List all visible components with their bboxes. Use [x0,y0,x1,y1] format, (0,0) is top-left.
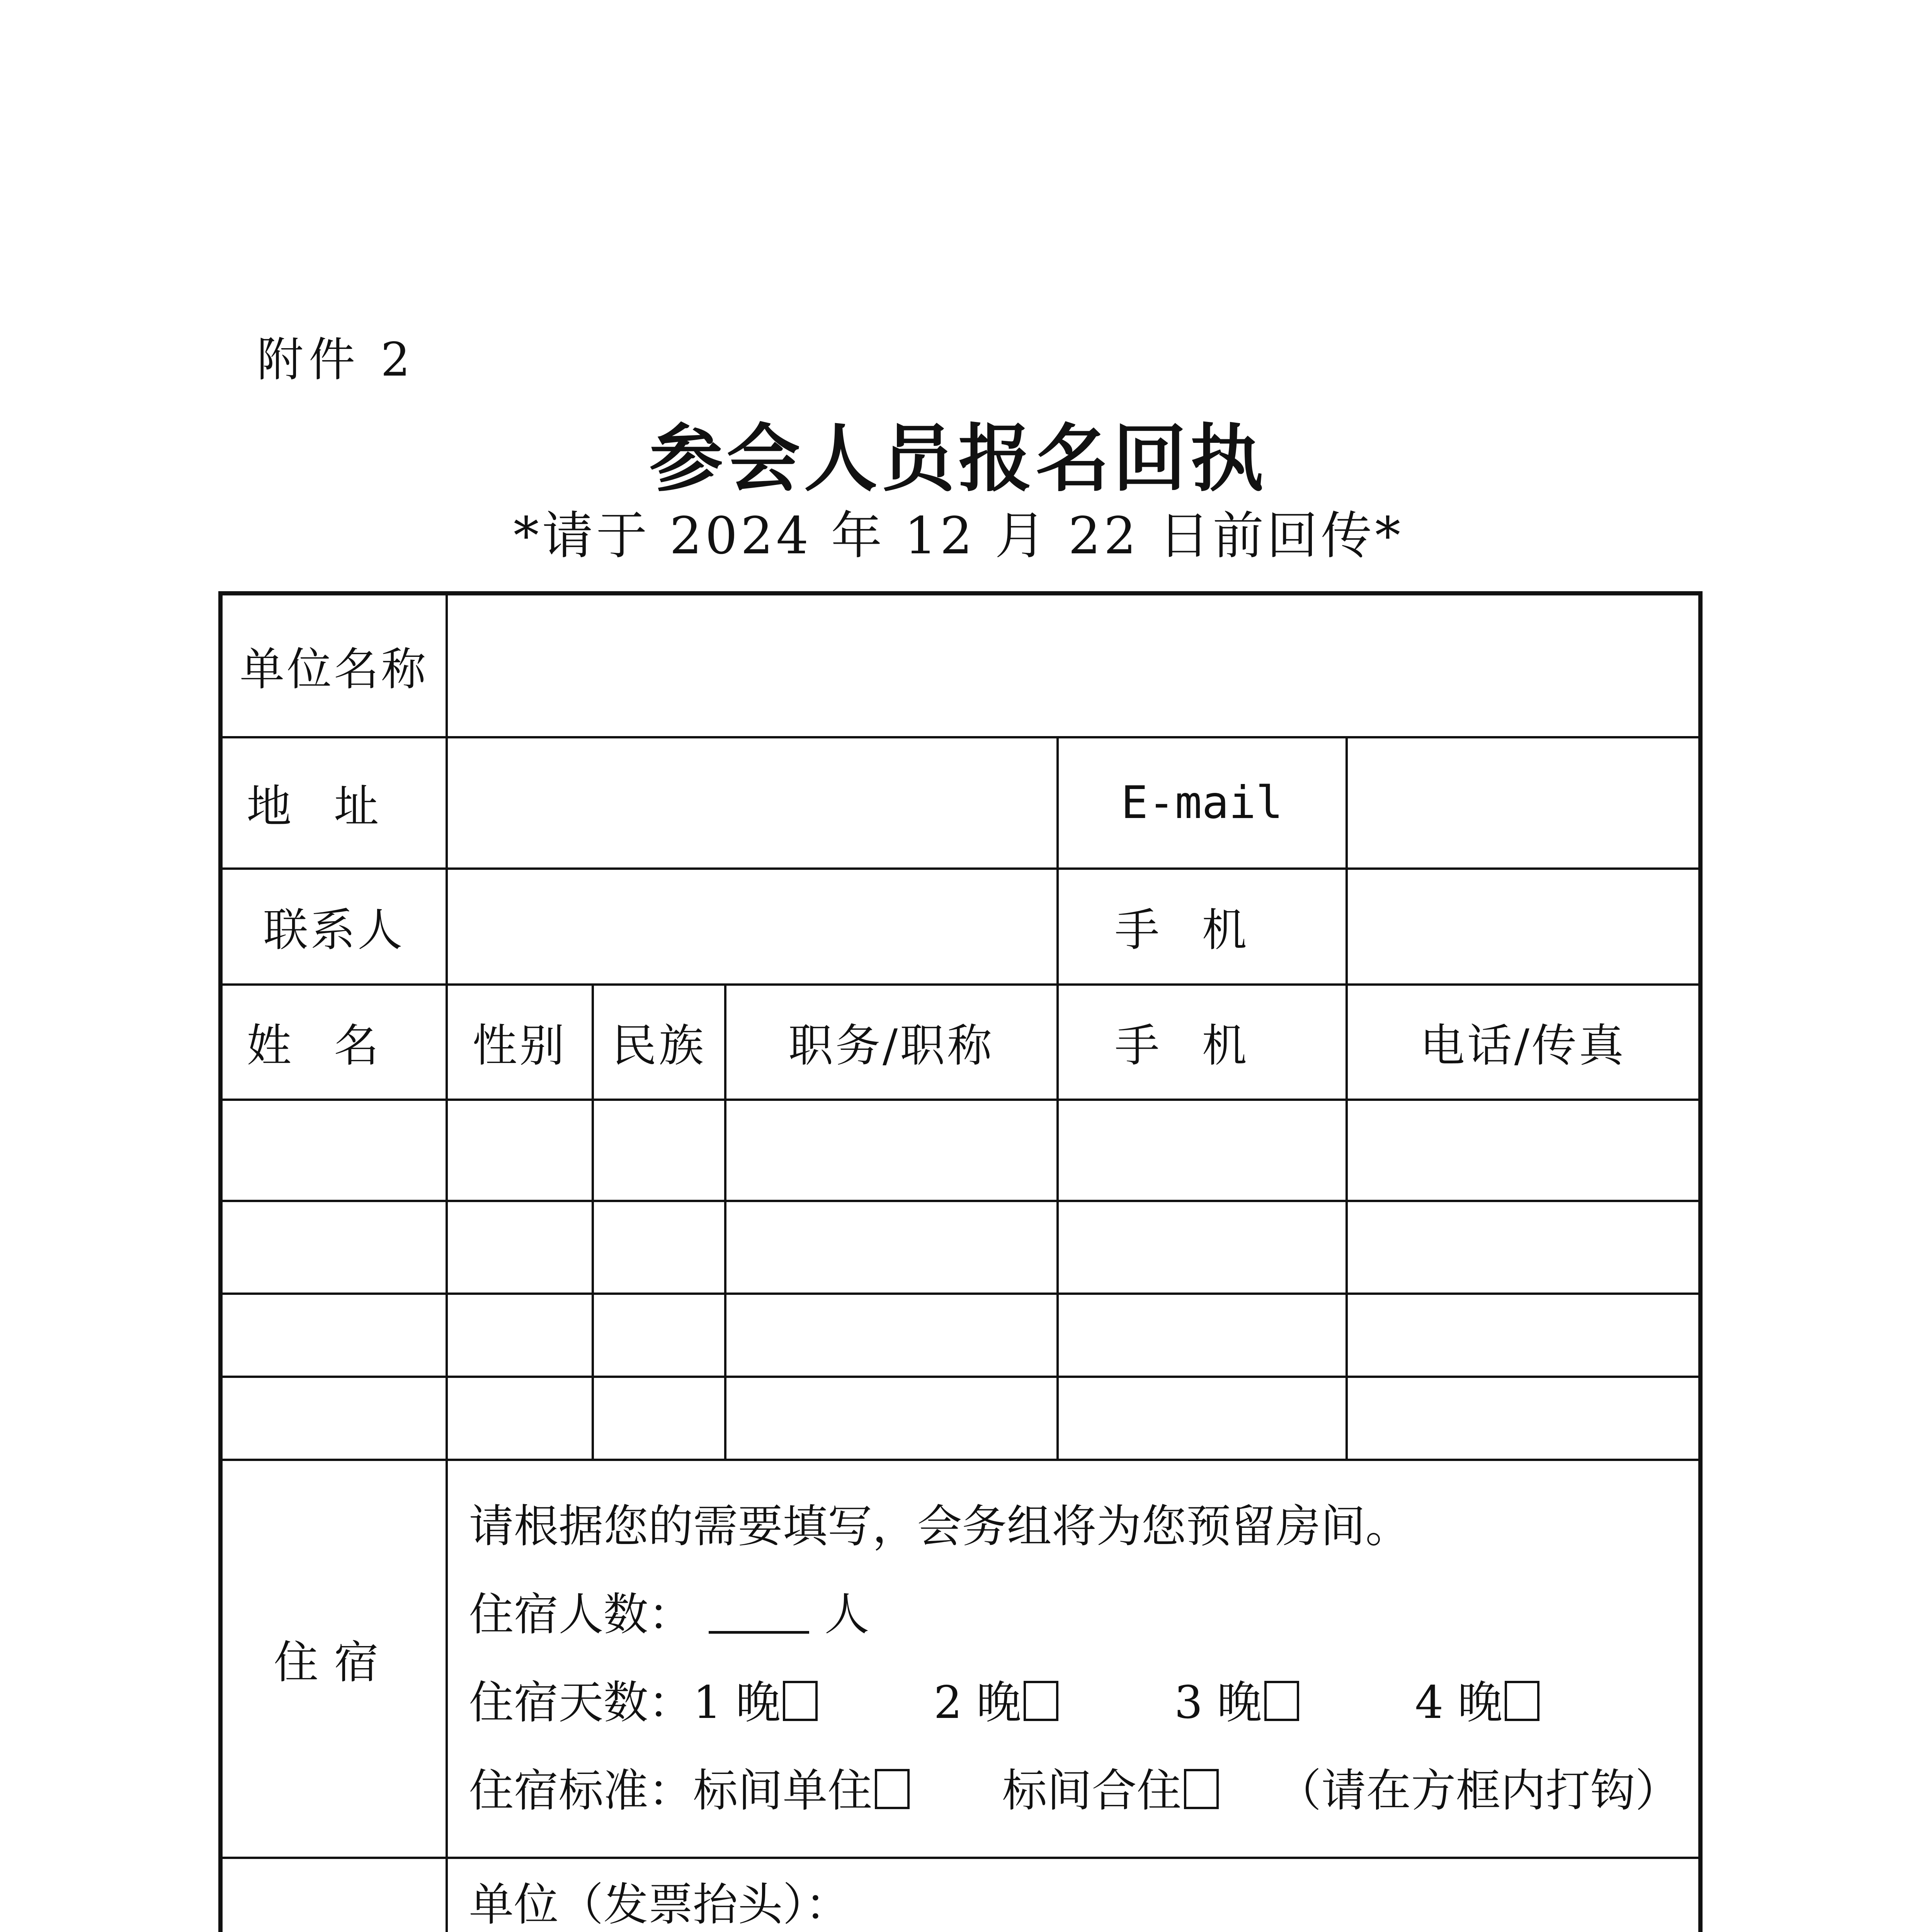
days-4-checkbox[interactable] [1505,1681,1539,1721]
email-label: E-mail [1058,737,1347,869]
attendee-cell[interactable] [1347,1201,1701,1294]
attendee-cell[interactable] [221,1377,447,1460]
address-label: 地址 [221,737,447,869]
attendee-cell[interactable] [1347,1100,1701,1201]
attendee-cell[interactable] [725,1201,1058,1294]
standard-single-checkbox[interactable] [875,1769,910,1809]
days-option-2: 2 晚 [934,1676,1021,1729]
accommodation-standard-line [469,1747,1699,1835]
standard-single-label: 标间单住 [693,1764,873,1817]
column-header-ethnicity: 民族 [593,985,725,1100]
registration-form-table [218,591,1703,1932]
column-header-gender: 性别 [447,985,593,1100]
contact-field[interactable] [447,869,1058,985]
contact-label: 联系人 [221,869,447,985]
accommodation-days-line [469,1659,1699,1747]
column-header-title: 职务/职称 [725,985,1058,1100]
days-option-4: 4 晚 [1415,1676,1503,1729]
deadline-subtitle: *请于 2024 年 12 月 22 日前回传* [513,506,1404,566]
attendee-cell[interactable] [447,1377,593,1460]
attendee-cell[interactable] [1058,1377,1347,1460]
attendee-cell[interactable] [447,1294,593,1377]
attendee-cell[interactable] [725,1100,1058,1201]
standard-prefix: 住宿标准： [469,1764,693,1817]
attendee-cell[interactable] [1058,1294,1347,1377]
accommodation-section [447,1460,1701,1858]
accommodation-intro: 请根据您的需要填写，会务组将为您预留房间。 [469,1500,1410,1553]
days-3-checkbox[interactable] [1264,1681,1299,1721]
attendee-cell[interactable] [1058,1100,1347,1201]
contact-mobile-label: 手机 [1058,869,1347,985]
attachment-label: 附件 2 [257,333,416,387]
address-field[interactable] [447,737,1058,869]
days-2-checkbox[interactable] [1024,1681,1058,1721]
people-count-blank[interactable] [709,1592,809,1634]
attendee-cell[interactable] [1347,1294,1701,1377]
attendee-cell[interactable] [593,1294,725,1377]
attendee-row [221,1294,1701,1377]
attendee-cell[interactable] [221,1294,447,1377]
attendee-row [221,1377,1701,1460]
attendee-cell[interactable] [447,1201,593,1294]
attendee-cell[interactable] [593,1100,725,1201]
column-header-phone-fax: 电话/传真 [1347,985,1701,1100]
standard-hint: （请在方框内打钩） [1276,1764,1680,1817]
attendee-cell[interactable] [221,1201,447,1294]
attendee-cell[interactable] [725,1294,1058,1377]
column-header-mobile: 手机 [1058,985,1347,1100]
standard-shared-checkbox[interactable] [1184,1769,1219,1809]
attendee-cell[interactable] [1058,1201,1347,1294]
attendee-cell[interactable] [593,1201,725,1294]
people-prefix: 住宿人数： [469,1588,693,1641]
days-option-1: 1 晚 [693,1676,781,1729]
days-1-checkbox[interactable] [783,1681,818,1721]
attendee-cell[interactable] [447,1100,593,1201]
people-suffix: 人 [824,1588,869,1641]
attendee-cell[interactable] [221,1100,447,1201]
days-prefix: 住宿天数： [469,1676,693,1729]
invoice-label [221,1858,447,1932]
accommodation-people-line [469,1571,1699,1659]
invoice-section [447,1858,1701,1932]
attendee-cell[interactable] [1347,1377,1701,1460]
attendee-row [221,1100,1701,1201]
contact-mobile-field[interactable] [1347,869,1701,985]
email-field[interactable] [1347,737,1701,869]
unit-name-label: 单位名称 [221,594,447,737]
page-title: 参会人员报名回执 [649,416,1268,502]
accommodation-label: 住宿 [221,1460,447,1858]
standard-shared-label: 标间合住 [1002,1764,1182,1817]
unit-name-field[interactable] [447,594,1701,737]
column-header-name: 姓名 [221,985,447,1100]
days-option-3: 3 晚 [1174,1676,1262,1729]
attendee-row [221,1201,1701,1294]
invoice-title-line[interactable]: 单位（发票抬头）： [469,1879,850,1931]
attendee-cell[interactable] [593,1377,725,1460]
attendee-cell[interactable] [725,1377,1058,1460]
